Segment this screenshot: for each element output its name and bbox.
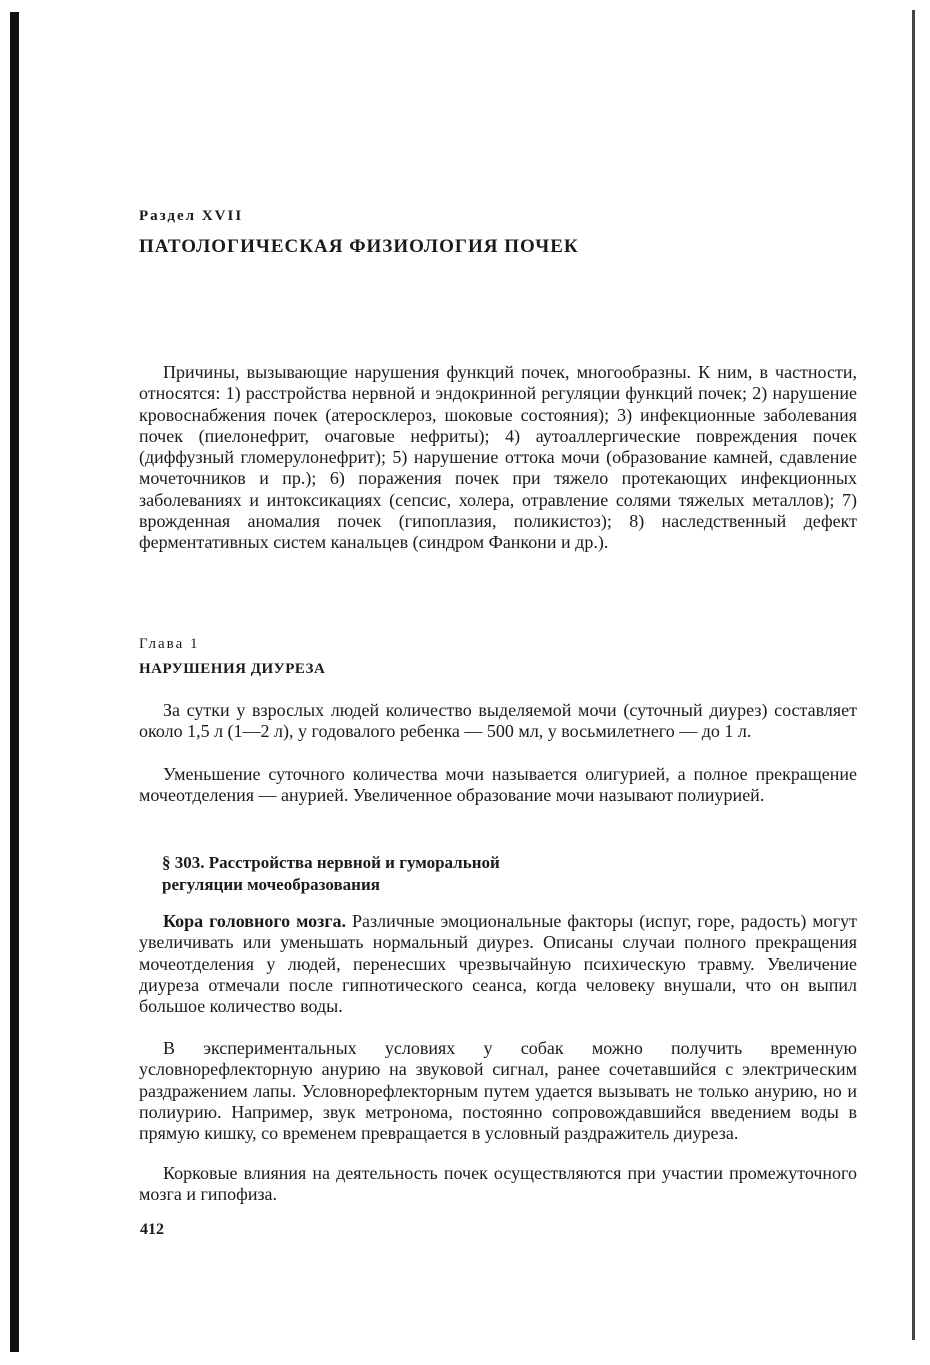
- section-title: [162, 852, 842, 896]
- intro-paragraph: Причины, вызывающие нарушения функций почек, многообразны. К ним, в частности, относятся: 1) расстройства нервной и эндокринной регуляции функций почек; 2) нарушение кровоснабжения почек (атеросклероз, шоковые состояния); 3) инфекционные заболевания почек (пиелонефрит, очаговые нефриты); 4) аутоаллергические повреждения почек (диффузный гломерулонефрит); 5) нарушение оттока мочи (образование камней, сдавление мочеточников и пр.); 6) поражения почек при тяжело протекающих инфекционных заболеваниях и интоксикациях (сепсис, холера, отравление солями тяжелых металлов); 7) врожденная аномалия почек (гипоплазия, поликистоз); 8) наследственный дефект ферментативных систем канальцев (синдром Фанкони и др.).: [139, 362, 857, 553]
- section-paragraph-2: В экспериментальных условиях у собак можно получить временную условнорефлекторную анурию на звуковой сигнал, ранее сочетавшийся с электрическим раздражением лапы. Условнорефлекторным путем удается вызывать не только анурию, но и полиурию. Например, звук метронома, постоянно сопровождавшийся введением воды в прямую кишку, со временем превращается в условный раздражитель диуреза.: [139, 1038, 857, 1144]
- chapter-paragraph-2: Уменьшение суточного количества мочи называется олигурией, а полное прекращение мочеотделения — анурией. Увеличенное образование мочи называют полиурией.: [139, 764, 857, 806]
- page-number: 412: [140, 1221, 164, 1238]
- section-paragraph-1: [139, 911, 857, 1017]
- section-paragraph-1-text: Различные эмоциональные факторы (испуг, горе, радость) могут увеличивать или уменьшать нормальный диурез. Описаны случаи полного прекращения мочеотделения у людей, перенесших чрезвычайную психическую травму. Увеличение диуреза отмечали после гипнотического сеанса, когда человеку внушали, что он выпил большое количество воды.: [139, 911, 857, 1017]
- chapter-paragraph-1: За сутки у взрослых людей количество выделяемой мочи (суточный диурез) составляет около 1,5 л (1—2 л), у годовалого ребенка — 500 мл, у восьмилетнего — до 1 л.: [139, 700, 857, 742]
- part-label: Раздел XVII: [139, 208, 244, 224]
- scan-edge-left: [10, 12, 19, 1352]
- section-paragraph-3: Корковые влияния на деятельность почек осуществляются при участии промежуточного мозга и гипофиза.: [139, 1163, 857, 1205]
- section-title-line-2: регуляции мочеобразования: [162, 875, 380, 894]
- chapter-title: НАРУШЕНИЯ ДИУРЕЗА: [139, 661, 326, 677]
- scan-edge-right: [912, 10, 915, 1340]
- section-title-line-1: § 303. Расстройства нервной и гуморальной: [162, 853, 500, 872]
- chapter-label: Глава 1: [139, 636, 200, 652]
- section-lead: Кора головного мозга.: [163, 911, 347, 931]
- part-title: ПАТОЛОГИЧЕСКАЯ ФИЗИОЛОГИЯ ПОЧЕК: [139, 236, 579, 257]
